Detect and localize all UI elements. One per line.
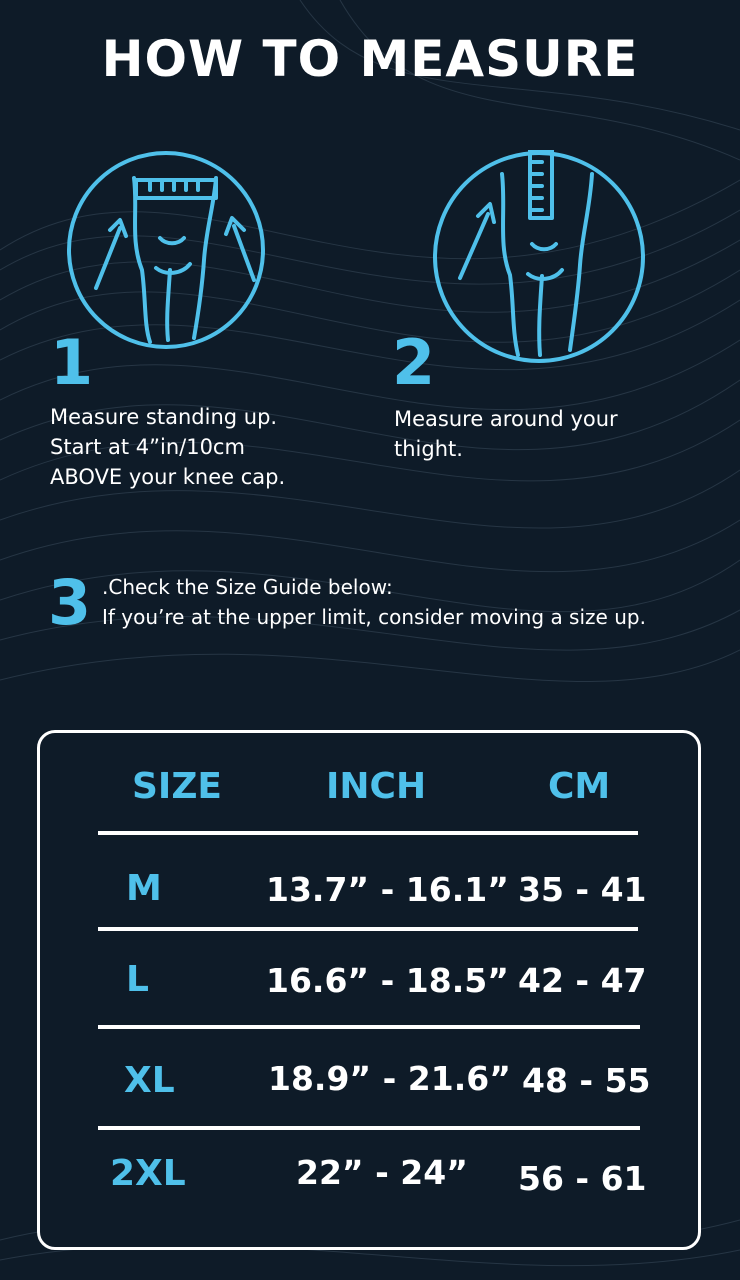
cm-cell: 48 - 55 (522, 1061, 651, 1100)
step-1-line: ABOVE your knee cap. (50, 465, 286, 489)
page-title: HOW TO MEASURE (101, 30, 639, 88)
step-1-number: 1 (50, 326, 94, 399)
cm-cell: 56 - 61 (518, 1159, 647, 1198)
step-2-line: thight. (394, 437, 463, 461)
cm-cell: 42 - 47 (518, 961, 647, 1000)
step-2-number: 2 (392, 326, 436, 399)
size-cell: 2XL (110, 1153, 186, 1194)
header-cm: CM (548, 766, 611, 807)
step-3-line: .Check the Size Guide below: (102, 575, 393, 599)
inch-cell: 16.6” - 18.5” (266, 961, 509, 1000)
size-cell: M (126, 868, 162, 909)
cm-cell: 35 - 41 (518, 870, 647, 909)
leg-measure-tape-horizontal-icon (66, 150, 266, 350)
step-1-line: Start at 4”in/10cm (50, 435, 245, 459)
leg-measure-tape-vertical-icon (432, 150, 646, 364)
divider (98, 1025, 640, 1029)
header-inch: INCH (326, 766, 427, 807)
divider (98, 927, 638, 931)
step-3-number: 3 (48, 566, 92, 639)
inch-cell: 13.7” - 16.1” (266, 870, 509, 909)
inch-cell: 18.9” - 21.6” (268, 1059, 511, 1098)
size-guide-table (37, 730, 701, 1250)
divider (98, 1126, 640, 1130)
divider (98, 831, 638, 835)
step-2-line: Measure around your (394, 407, 618, 431)
step-2-text (394, 404, 618, 464)
step-3-text (102, 572, 646, 632)
step-3-line: If you’re at the upper limit, consider moving a size up. (102, 605, 646, 629)
header-size: SIZE (132, 766, 223, 807)
size-cell: L (126, 959, 149, 1000)
step-1-line: Measure standing up. (50, 405, 278, 429)
step-1-text (50, 402, 285, 492)
size-cell: XL (124, 1060, 175, 1101)
inch-cell: 22” - 24” (296, 1153, 468, 1192)
